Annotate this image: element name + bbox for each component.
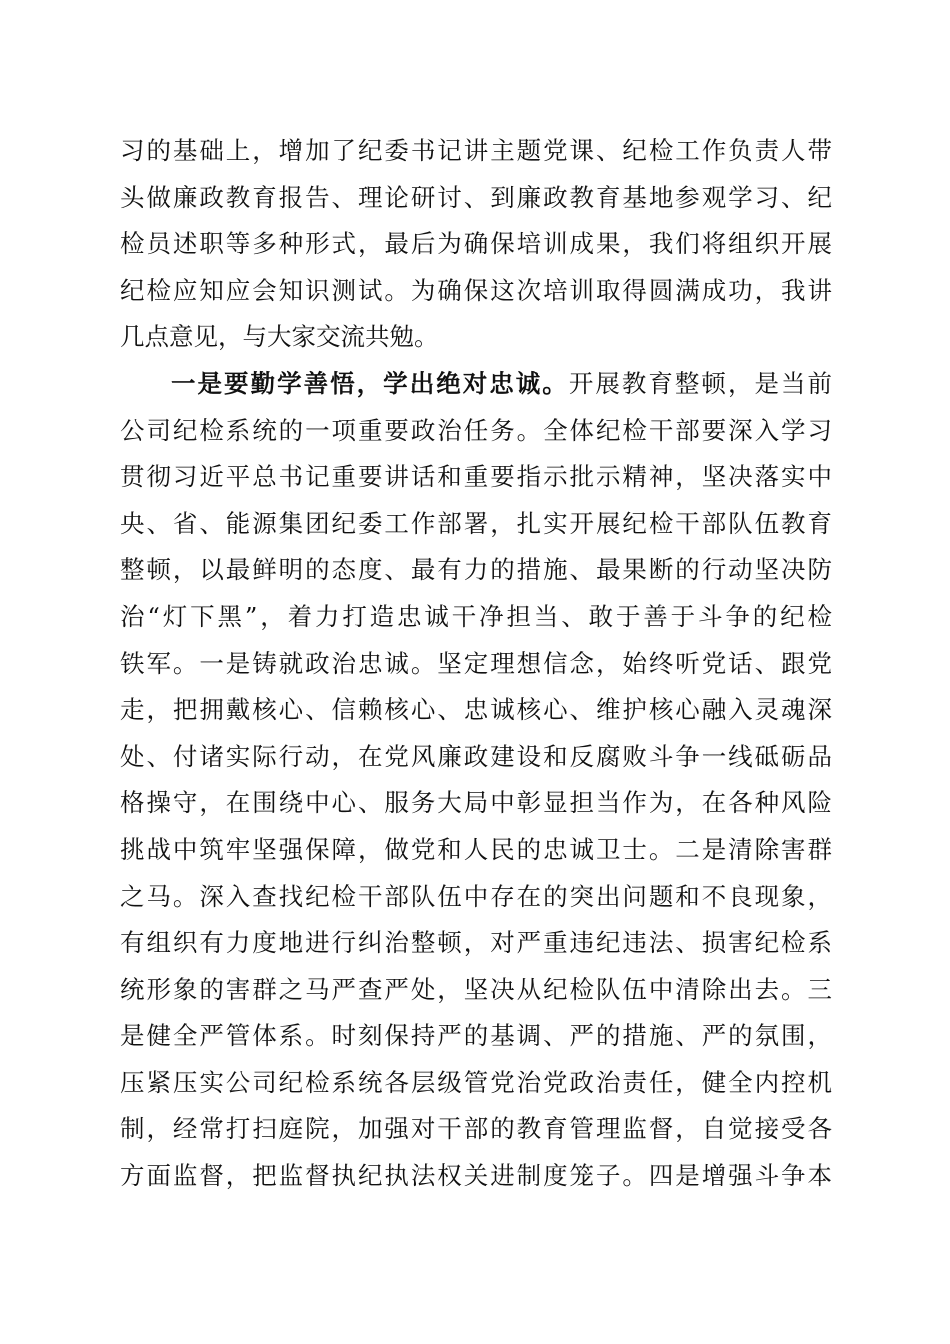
text-line: 之马。深入查找纪检干部队伍中存在的突出问题和不良现象， (120, 881, 832, 911)
document-body (120, 128, 832, 1200)
text-line: 头做廉政教育报告、理论研讨、到廉政教育基地参观学习、纪 (120, 182, 832, 212)
paragraph-training-intro (120, 128, 832, 361)
text-line: 检员述职等多种形式，最后为确保培训成果，我们将组织开展 (120, 229, 832, 259)
text-line: 压紧压实公司纪检系统各层级管党治党政治责任，健全内控机 (120, 1067, 832, 1097)
text-line: 走，把拥戴核心、信赖核心、忠诚核心、维护核心融入灵魂深 (120, 695, 832, 725)
paragraph-loyalty-section (120, 361, 832, 1200)
text-line: 有组织有力度地进行纠治整顿，对严重违纪违法、损害纪检系 (120, 928, 832, 958)
text-line: 方面监督，把监督执纪执法权关进制度笼子。四是增强斗争本 (120, 1161, 832, 1191)
text-line: 挑战中筑牢坚强保障，做党和人民的忠诚卫士。二是清除害群 (120, 834, 832, 864)
text-line: 公司纪检系统的一项重要政治任务。全体纪检干部要深入学习 (120, 415, 832, 445)
text-line: 格操守，在围绕中心、服务大局中彰显担当作为，在各种风险 (120, 788, 832, 818)
text-line: 整顿，以最鲜明的态度、最有力的措施、最果断的行动坚决防 (120, 555, 832, 585)
text-line: 纪检应知应会知识测试。为确保这次培训取得圆满成功，我讲 (120, 275, 832, 305)
text-line: 贯彻习近平总书记重要讲话和重要指示批示精神，坚决落实中 (120, 462, 832, 492)
text-line: 处、付诸实际行动，在党风廉政建设和反腐败斗争一线砥砺品 (120, 741, 832, 771)
text-line: 制，经常打扫庭院，加强对干部的教育管理监督，自觉接受各 (120, 1114, 832, 1144)
text-line-first (120, 361, 832, 408)
text-line-rest: 开展教育整顿，是当前 (568, 368, 833, 398)
text-line: 习的基础上，增加了纪委书记讲主题党课、纪检工作负责人带 (120, 136, 832, 165)
text-line: 治“灯下黑”，着力打造忠诚干净担当、敢于善于斗争的纪检 (120, 601, 832, 631)
section-lead-heading: 一是要勤学善悟，学出绝对忠诚。 (169, 368, 569, 398)
text-line: 几点意见，与大家交流共勉。 (120, 322, 439, 352)
text-line: 央、省、能源集团纪委工作部署，扎实开展纪检干部队伍教育 (120, 508, 832, 538)
text-line: 统形象的害群之马严查严处，坚决从纪检队伍中清除出去。三 (120, 974, 832, 1004)
text-line: 是健全严管体系。时刻保持严的基调、严的措施、严的氛围， (120, 1021, 832, 1051)
text-line: 铁军。一是铸就政治忠诚。坚定理想信念，始终听党话、跟党 (120, 648, 832, 678)
